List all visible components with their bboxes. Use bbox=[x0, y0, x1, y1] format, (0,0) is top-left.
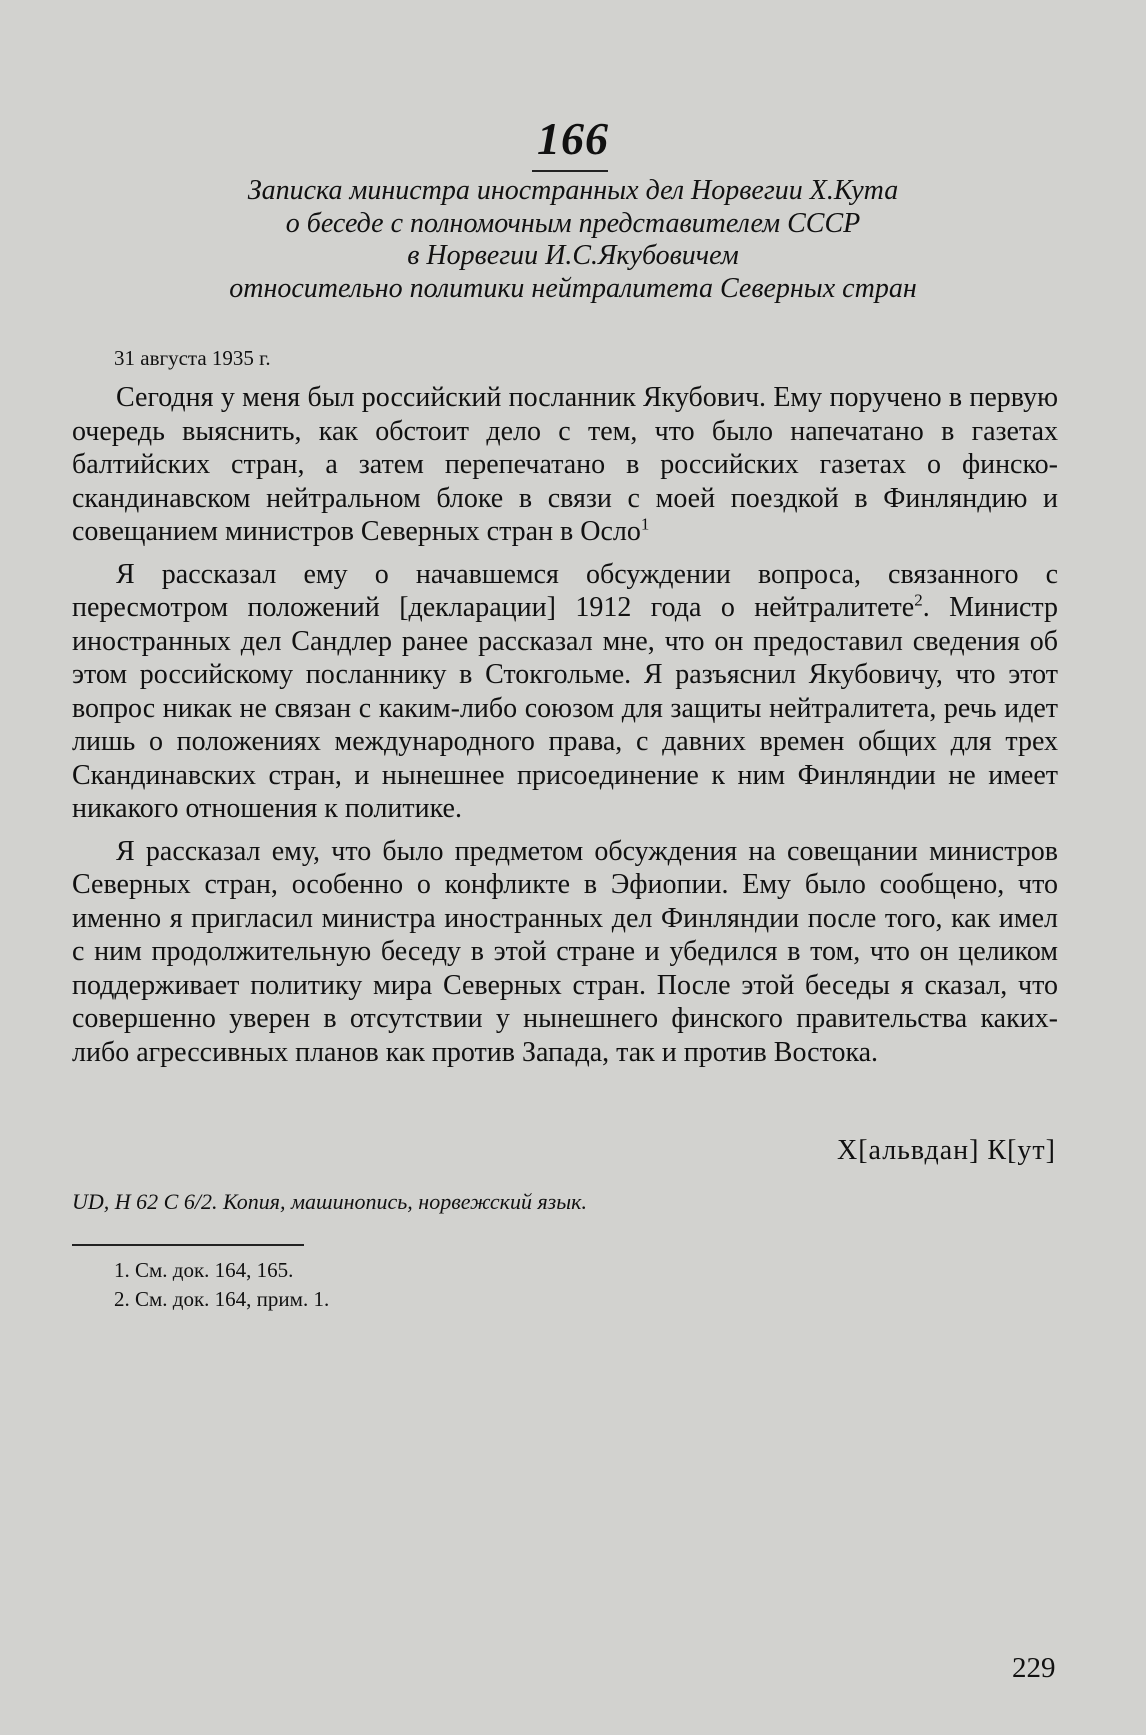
paragraph bbox=[72, 835, 1058, 1070]
paragraph-text: Я рассказал ему о начавшемся обсуждении вопроса, связанного с пересмотром положений [декларации] 1912 года о нейтралитете bbox=[72, 558, 1058, 623]
document-title bbox=[60, 175, 1086, 305]
paragraph-text-continued: . Министр иностранных дел Сандлер ранее рассказал мне, что он предоставил сведения об этом российскому посланнику в Стокгольме. Я разъяснил Якубовичу, что этот вопрос никак не связан с каким-либо союзом для защиты нейтралитета, речь идет лишь о положениях международного права, с давних времен общих для трех Скандинавских стран, и нынешнее присоединение к ним Финляндии не имеет никакого отношения к политике. bbox=[72, 592, 1059, 824]
document-number: 166 bbox=[537, 113, 609, 164]
title-line: в Норвегии И.С.Якубовичем bbox=[407, 240, 739, 271]
paragraph bbox=[72, 381, 1058, 549]
document-body bbox=[72, 381, 1058, 1078]
title-line: относительно политики нейтралитета Северных стран bbox=[229, 272, 917, 304]
footnote-ref: 2 bbox=[914, 590, 923, 610]
footnote: 1. См. док. 164, 165. bbox=[114, 1258, 294, 1282]
paragraph-text: Сегодня у меня был российский посланник Якубович. Ему поручено в первую очередь выяснить, как обстоит дело с тем, что было напечатано в газетах балтийских стран, а затем перепечатано в российских газетах о финско-скандинавском нейтральном блоке в связи с моей поездкой в Финляндию и совещанием министров Северных стран в Осло bbox=[72, 382, 1058, 547]
title-line: Записка министра иностранных дел Норвегии Х.Кута bbox=[247, 175, 899, 206]
footnote: 2. См. док. 164, прим. 1. bbox=[114, 1287, 330, 1311]
paragraph-text: Я рассказал ему, что было предметом обсуждения на совещании министров Северных стран, особенно о конфликте в Эфиопии. Ему было сообщено, что именно я пригласил министра иностранных дел Финляндии после того, как имел с ним продолжительную беседу в этой стране и убедился в том, что он целиком поддерживает политику мира Северных стран. После этой беседы я сказал, что совершенно уверен в отсутствии у нынешнего финского правительства каких-либо агрессивных планов как против Запада, так и против Востока. bbox=[72, 835, 1058, 1068]
footnote-divider bbox=[72, 1244, 304, 1246]
document-number-underline bbox=[532, 170, 608, 172]
paragraph bbox=[72, 558, 1058, 826]
document-date: 31 августа 1935 г. bbox=[114, 346, 271, 370]
footnote-ref: 1 bbox=[640, 514, 650, 534]
page-number: 229 bbox=[1012, 1652, 1056, 1684]
signature: Х[альвдан] К[ут] bbox=[836, 1135, 1056, 1166]
title-line: о беседе с полномочным представителем СССР bbox=[285, 207, 861, 239]
archive-source: UD, H 62 C 6/2. Копия, машинопись, норвежский язык. bbox=[72, 1189, 587, 1214]
footnotes bbox=[114, 1256, 329, 1314]
